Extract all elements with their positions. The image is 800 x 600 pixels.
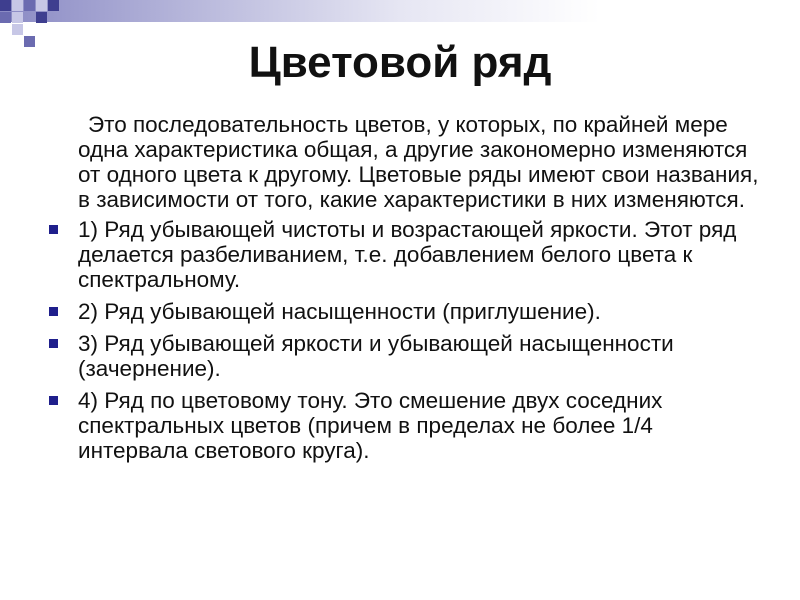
decorative-square [48,0,59,11]
bullet-item [46,299,766,324]
decorative-square [24,0,35,11]
decorative-square [12,0,23,11]
bullet-item [46,331,766,381]
decorative-square [36,12,47,23]
decorative-square [36,0,47,11]
bullet-text: 3) Ряд убывающей яркости и убывающей насыщенности (зачернение). [78,331,674,381]
decorative-top-band [0,0,800,22]
decorative-square [0,0,11,11]
bullet-text: 4) Ряд по цветовому тону. Это смешение двух соседних спектральных цветов (причем в пределах не более 1/4 интервала светового круга). [78,388,663,463]
square-bullet-icon [49,307,58,316]
square-bullet-icon [49,225,58,234]
slide-content [46,112,766,470]
bullet-text: 1) Ряд убывающей чистоты и возрастающей яркости. Этот ряд делается разбеливанием, т.е. добавлением белого цвета к спектральному. [78,217,737,292]
intro-paragraph: Это последовательность цветов, у которых, по крайней мере одна характеристика общая, а другие закономерно изменяются от одного цвета к другому. Цветовые ряды имеют свои названия, в зависимости от того, какие характеристики в них изменяются. [78,112,759,212]
slide-title: Цветовой ряд [248,38,552,87]
decorative-square [0,12,11,23]
decorative-square [12,12,23,23]
decorative-square [12,24,23,35]
bullet-text: 2) Ряд убывающей насыщенности (приглушение). [78,299,601,324]
bullet-item [46,217,766,292]
square-bullet-icon [49,339,58,348]
bullet-list [46,217,766,463]
square-bullet-icon [49,396,58,405]
bullet-item [46,388,766,463]
